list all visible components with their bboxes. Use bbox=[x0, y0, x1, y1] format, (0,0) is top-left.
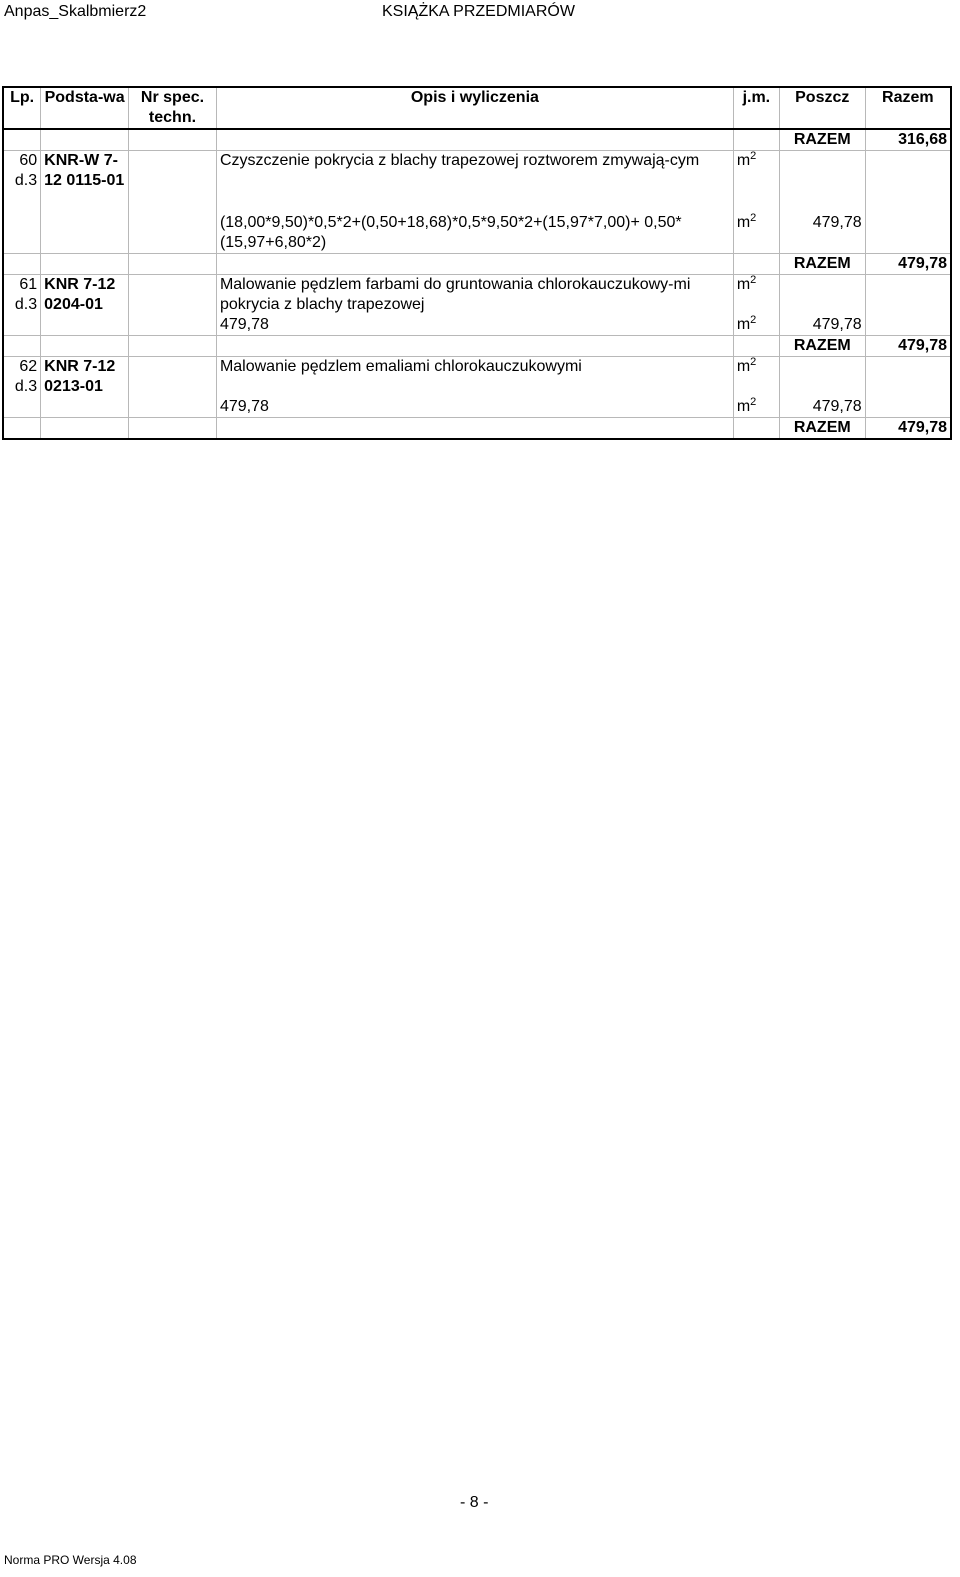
table-row bbox=[3, 336, 951, 357]
table-row bbox=[3, 315, 951, 336]
table-row bbox=[3, 151, 951, 214]
col-header-nr-spec: Nr spec. techn. bbox=[129, 87, 217, 129]
przedmiar-table bbox=[2, 86, 952, 440]
razem-value: 479,78 bbox=[865, 254, 951, 275]
razem-label: RAZEM bbox=[779, 418, 865, 440]
item-calc-jm: $m^2$ bbox=[736, 397, 757, 415]
item-opis: Malowanie pędzlem emaliami chlorokauczukowymi bbox=[216, 357, 733, 398]
item-podstawa: KNR 7-12 0204-01 bbox=[41, 275, 129, 316]
table-row bbox=[3, 213, 951, 254]
col-header-lp: Lp. bbox=[3, 87, 41, 129]
item-calc: 479,78 bbox=[216, 397, 733, 418]
item-calc: 479,78 bbox=[216, 315, 733, 336]
table-row bbox=[3, 418, 951, 440]
razem-value: 479,78 bbox=[865, 418, 951, 440]
razem-label: RAZEM bbox=[779, 129, 865, 151]
table-row bbox=[3, 275, 951, 316]
col-header-poszcz: Poszcz bbox=[779, 87, 865, 129]
item-poszcz: 479,78 bbox=[779, 213, 865, 254]
table-row bbox=[3, 129, 951, 151]
page-number: - 8 - bbox=[460, 1494, 489, 1511]
item-calc-jm: $m^2$ bbox=[736, 213, 757, 231]
col-header-jm: j.m. bbox=[733, 87, 779, 129]
col-header-razem: Razem bbox=[865, 87, 951, 129]
razem-value: 316,68 bbox=[865, 129, 951, 151]
project-name: Anpas_Skalbmierz2 bbox=[4, 3, 147, 20]
item-lp: 62 bbox=[19, 358, 38, 375]
item-opis: Malowanie pędzlem farbami do gruntowania chlorokauczukowy-mi pokrycia z blachy trapezowej bbox=[216, 275, 733, 316]
item-jm: $m^2$ bbox=[736, 356, 757, 375]
table-row bbox=[3, 357, 951, 398]
razem-label: RAZEM bbox=[779, 336, 865, 357]
item-jm: $m^2$ bbox=[736, 150, 757, 169]
item-lp: 60 bbox=[19, 152, 38, 169]
razem-label: RAZEM bbox=[779, 254, 865, 275]
col-header-opis: Opis i wyliczenia bbox=[216, 87, 733, 129]
item-podstawa: KNR-W 7-12 0115-01 bbox=[41, 151, 129, 214]
item-jm: $m^2$ bbox=[736, 274, 757, 293]
item-poszcz: 479,78 bbox=[779, 315, 865, 336]
item-podstawa: KNR 7-12 0213-01 bbox=[41, 357, 129, 398]
document-title: KSIĄŻKA PRZEDMIARÓW bbox=[382, 3, 575, 20]
table-header-row bbox=[3, 87, 951, 129]
item-opis: Czyszczenie pokrycia z blachy trapezowej roztworem zmywają-cym bbox=[216, 151, 733, 214]
item-poszcz: 479,78 bbox=[779, 397, 865, 418]
item-lp-sub: d.3 bbox=[14, 378, 38, 395]
footer-software-version: Norma PRO Wersja 4.08 bbox=[4, 1553, 137, 1567]
col-header-podstawa: Podsta-wa bbox=[41, 87, 129, 129]
razem-value: 479,78 bbox=[865, 336, 951, 357]
table-row bbox=[3, 254, 951, 275]
item-lp-sub: d.3 bbox=[14, 296, 38, 313]
item-lp-sub: d.3 bbox=[14, 172, 38, 189]
item-calc-jm: $m^2$ bbox=[736, 315, 757, 333]
item-calc: (18,00*9,50)*0,5*2+(0,50+18,68)*0,5*9,50*2+(15,97*7,00)+ 0,50*(15,97+6,80*2) bbox=[216, 213, 733, 254]
table-row bbox=[3, 397, 951, 418]
item-lp: 61 bbox=[19, 276, 38, 293]
